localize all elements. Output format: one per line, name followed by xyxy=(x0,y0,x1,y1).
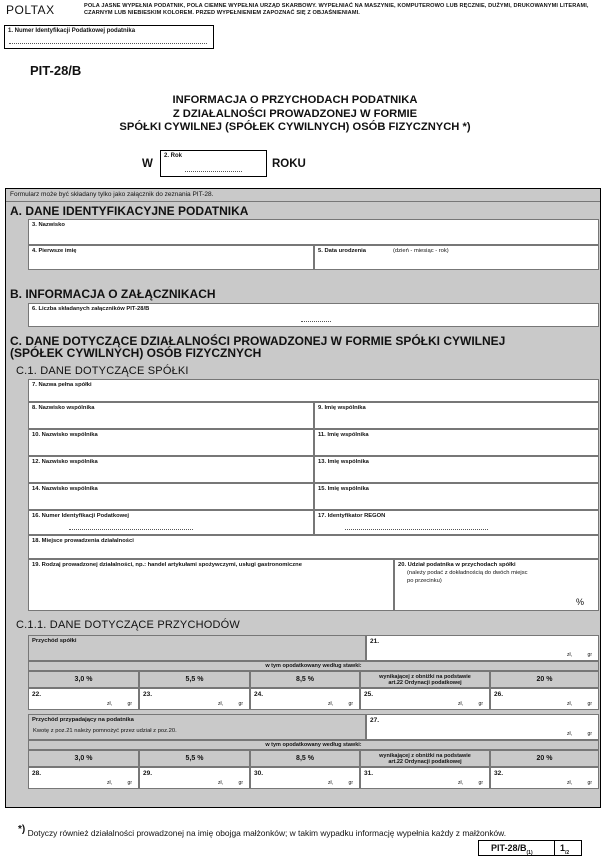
kwota-hint: Kwotę z poz.21 należy pomnożyć przez udział z poz.20. xyxy=(33,728,177,734)
rate-8-5-label: 8,5 % xyxy=(296,676,314,683)
c11-title: C.1.1. DANE DOTYCZĄCE PRZYCHODÓW xyxy=(16,619,240,631)
field-16-nip[interactable] xyxy=(28,510,314,535)
rate-obnizka-b-line-1: wynikającej z obniżki na podstawie xyxy=(379,753,471,759)
field-24-label: 24. xyxy=(254,691,264,698)
field-22[interactable] xyxy=(28,688,139,710)
footer-code-text: PIT-28/B xyxy=(491,843,527,853)
title-line-1: INFORMACJA O PRZYCHODACH PODATNIKA xyxy=(172,94,418,106)
zl-unit: zł, xyxy=(107,780,112,786)
field-3-nazwisko[interactable] xyxy=(28,219,599,245)
footer-code xyxy=(479,841,555,855)
w-tym-row-2 xyxy=(28,740,599,750)
gr-unit: gr xyxy=(238,780,243,786)
rate-5-5-label: 5,5 % xyxy=(185,676,204,683)
footnote xyxy=(18,824,506,838)
field-17-regon[interactable] xyxy=(314,510,599,535)
rate-8-5-b-label: 8,5 % xyxy=(296,755,314,762)
field-4-imie[interactable] xyxy=(28,245,314,270)
field-3-label: 3. Nazwisko xyxy=(32,222,65,228)
info-text: Formularz może być składany tylko jako załącznik do zeznania PIT-28. xyxy=(10,191,214,198)
field-7-nazwa-spolki[interactable] xyxy=(28,379,599,402)
field-26-label: 26. xyxy=(494,691,504,698)
field-29-label: 29. xyxy=(143,770,153,777)
gr-unit: gr xyxy=(587,731,592,737)
footer-code-sub: (1) xyxy=(526,849,533,856)
przychod-spolki-label-cell xyxy=(28,635,366,661)
przychod-podatnika-label-cell xyxy=(28,714,366,740)
field-23-label: 23. xyxy=(143,691,153,698)
field-27-label: 27. xyxy=(370,717,380,724)
rok-label: 2. Rok xyxy=(164,153,183,159)
form-body xyxy=(5,188,601,808)
form-title xyxy=(60,94,530,135)
brand-label: POLTAX xyxy=(6,3,55,17)
footer-box xyxy=(478,840,582,856)
field-28-label: 28. xyxy=(32,770,42,777)
footnote-text: Dotyczy również działalności prowadzonej na imię obojga małżonków; w takim wypadku informację wypełnia każdy z małżonków. xyxy=(27,827,507,838)
rate-8-5-b xyxy=(250,750,360,767)
field-29[interactable] xyxy=(139,767,250,789)
zl-unit: zł, xyxy=(567,701,572,707)
footer-page-num: 1 xyxy=(560,843,566,853)
field-15-label: 15. Imię wspólnika xyxy=(318,486,369,492)
field-14[interactable] xyxy=(28,483,314,510)
field-16-label: 16. Numer Identyfikacji Podatkowej xyxy=(32,513,129,519)
nip-label: 1. Numer Identyfikacji Podatkowej podatnika xyxy=(8,28,136,34)
gr-unit: gr xyxy=(348,780,353,786)
field-30-label: 30. xyxy=(254,770,264,777)
gr-unit: gr xyxy=(478,701,483,707)
field-25[interactable] xyxy=(360,688,490,710)
section-c-title xyxy=(10,335,505,359)
section-b-header xyxy=(6,285,600,303)
fill-instructions: POLA JASNE WYPEŁNIA PODATNIK, POLA CIEMNE WYPEŁNIA URZĄD SKARBOWY. WYPEŁNIAĆ NA MASZYNIE, KOMPUTEROWO LUB RĘCZNIE, DUŻYMI, DRUKOWANYMI LITERAMI, CZARNYM LUB NIEBIESKIM KOLOREM. PRZED WYPEŁNIENIEM ZAPOZNAĆ SIĘ Z OBJAŚNIENIAMI. xyxy=(84,3,589,16)
rate-obnizka-line-1: wynikającej z obniżki na podstawie xyxy=(379,674,471,680)
field-11-label: 11. Imię wspólnika xyxy=(318,432,369,438)
field-23[interactable] xyxy=(139,688,250,710)
field-6-label: 6. Liczba składanych załączników PIT-28/B xyxy=(32,306,150,312)
c11-header xyxy=(6,617,600,633)
field-10-label: 10. Nazwisko wspólnika xyxy=(32,432,98,438)
field-8-label: 8. Nazwisko wspólnika xyxy=(32,405,95,411)
section-c-title-line-2: (SPÓŁEK CYWILNYCH) OSÓB FIZYCZNYCH xyxy=(10,346,262,360)
nip-field[interactable] xyxy=(4,25,214,49)
section-b-title: B. INFORMACJA O ZAŁĄCZNIKACH xyxy=(10,287,216,301)
zl-unit: zł, xyxy=(567,780,572,786)
form-code: PIT-28/B xyxy=(30,63,82,78)
rate-3-0-label: 3,0 % xyxy=(74,676,93,683)
field-24[interactable] xyxy=(250,688,360,710)
field-25-label: 25. xyxy=(364,691,374,698)
zl-unit: zł, xyxy=(328,701,333,707)
w-tym-row xyxy=(28,661,599,671)
rate-obnizka-b-line-2: art.22 Ordynacji podatkowej xyxy=(388,759,462,765)
percent-sign: % xyxy=(575,597,584,607)
field-21[interactable] xyxy=(366,635,599,661)
field-22-label: 22. xyxy=(32,691,42,698)
section-c-header xyxy=(6,335,600,363)
field-11[interactable] xyxy=(314,429,599,456)
zl-unit: zł, xyxy=(218,780,223,786)
section-c-title-line-1: C. DANE DOTYCZĄCE DZIAŁALNOŚCI PROWADZONEJ W FORMIE SPÓŁKI CYWILNEJ xyxy=(10,334,506,348)
rate-obnizka-b-label xyxy=(361,753,489,765)
w-tym-label: w tym opodatkowany według stawki: xyxy=(265,663,362,669)
rate-5-5 xyxy=(139,671,250,688)
zl-unit: zł, xyxy=(107,701,112,707)
footer-page-sub: /2 xyxy=(565,849,570,856)
field-31-label: 31. xyxy=(364,770,374,777)
field-13-label: 13. Imię wspólnika xyxy=(318,459,369,465)
rate-3-0-b-label: 3,0 % xyxy=(74,755,93,762)
field-31[interactable] xyxy=(360,767,490,789)
field-9[interactable] xyxy=(314,402,599,429)
field-19-rodzaj[interactable] xyxy=(28,559,394,611)
roku-label: ROKU xyxy=(272,158,306,170)
gr-unit: gr xyxy=(587,780,592,786)
gr-unit: gr xyxy=(238,701,243,707)
field-19-label: 19. Rodzaj prowadzonej działalności, np.: handel artykułami spożywczymi, usługi gastronomiczne xyxy=(32,562,302,568)
rate-20-b xyxy=(490,750,599,767)
rate-20-label: 20 % xyxy=(536,676,553,683)
field-27[interactable] xyxy=(366,714,599,740)
field-18-label: 18. Miejsce prowadzenia działalności xyxy=(32,538,134,544)
w-tym-label-2: w tym opodatkowany według stawki: xyxy=(265,742,362,748)
gr-unit: gr xyxy=(478,780,483,786)
field-12-label: 12. Nazwisko wspólnika xyxy=(32,459,98,465)
rate-20-b-label: 20 % xyxy=(536,755,553,762)
zl-unit: zł, xyxy=(567,652,572,658)
zl-unit: zł, xyxy=(458,780,463,786)
rate-5-5-b xyxy=(139,750,250,767)
zl-unit: zł, xyxy=(458,701,463,707)
nip-dots xyxy=(9,42,207,44)
footnote-mark: *) xyxy=(18,824,26,835)
field-8[interactable] xyxy=(28,402,314,429)
field-6-dots xyxy=(301,321,331,322)
rok-field[interactable] xyxy=(160,150,267,177)
field-15[interactable] xyxy=(314,483,599,510)
field-9-label: 9. Imię wspólnika xyxy=(318,405,366,411)
field-5-hint: (dzień - miesiąc - rok) xyxy=(393,248,449,254)
field-4-label: 4. Pierwsze imię xyxy=(32,248,77,254)
section-a-title: A. DANE IDENTYFIKACYJNE PODATNIKA xyxy=(10,204,249,218)
field-5-label: 5. Data urodzenia xyxy=(318,248,366,254)
rate-3-0-b xyxy=(28,750,139,767)
gr-unit: gr xyxy=(348,701,353,707)
section-a-header xyxy=(6,201,600,219)
field-14-label: 14. Nazwisko wspólnika xyxy=(32,486,98,492)
title-line-2: Z DZIAŁALNOŚCI PROWADZONEJ W FORMIE xyxy=(172,107,418,120)
field-32-label: 32. xyxy=(494,770,504,777)
info-line xyxy=(6,190,600,201)
przychod-podatnika-label: Przychód przypadający na podatnika xyxy=(32,717,134,723)
field-17-dots xyxy=(345,528,488,530)
field-6-liczba-zalacznikow[interactable] xyxy=(28,303,599,327)
c1-title: C.1. DANE DOTYCZĄCE SPÓŁKI xyxy=(16,365,189,377)
rate-obnizka xyxy=(360,671,490,688)
field-26[interactable] xyxy=(490,688,599,710)
footer-page xyxy=(555,841,581,855)
zl-unit: zł, xyxy=(218,701,223,707)
field-18-miejsce[interactable] xyxy=(28,535,599,559)
rate-obnizka-line-2: art.22 Ordynacji podatkowej xyxy=(388,680,462,686)
rate-5-5-b-label: 5,5 % xyxy=(185,755,204,762)
field-28[interactable] xyxy=(28,767,139,789)
c1-header xyxy=(6,363,600,379)
przychod-spolki-label: Przychód spółki xyxy=(32,638,77,644)
field-10[interactable] xyxy=(28,429,314,456)
rok-dots xyxy=(185,170,242,172)
field-17-label: 17. Identyfikator REGON xyxy=(318,513,386,519)
field-21-label: 21. xyxy=(370,638,380,645)
field-12[interactable] xyxy=(28,456,314,483)
rate-obnizka-label xyxy=(361,674,489,686)
field-20-hint-1: (należy podać z dokładnością do dwóch miejsc xyxy=(407,570,528,576)
field-20-label: 20. Udział podatnika w przychodach spółki xyxy=(398,562,516,568)
field-16-dots xyxy=(69,528,193,530)
rate-3-0 xyxy=(28,671,139,688)
zl-unit: zł, xyxy=(567,731,572,737)
field-13[interactable] xyxy=(314,456,599,483)
rate-8-5 xyxy=(250,671,360,688)
gr-unit: gr xyxy=(587,701,592,707)
title-line-3: SPÓŁKI CYWILNEJ (SPÓŁEK CYWILNYCH) OSÓB FIZYCZNYCH *) xyxy=(119,121,471,134)
field-20-udzial[interactable] xyxy=(394,559,599,611)
field-7-label: 7. Nazwa pełna spółki xyxy=(32,382,92,388)
gr-unit: gr xyxy=(127,780,132,786)
field-20-hint-2: po przecinku) xyxy=(407,578,442,584)
field-30[interactable] xyxy=(250,767,360,789)
rate-20 xyxy=(490,671,599,688)
gr-unit: gr xyxy=(587,652,592,658)
gr-unit: gr xyxy=(127,701,132,707)
w-label: W xyxy=(142,158,153,170)
field-32[interactable] xyxy=(490,767,599,789)
field-5-data-urodzenia[interactable] xyxy=(314,245,599,270)
rate-obnizka-b xyxy=(360,750,490,767)
zl-unit: zł, xyxy=(328,780,333,786)
